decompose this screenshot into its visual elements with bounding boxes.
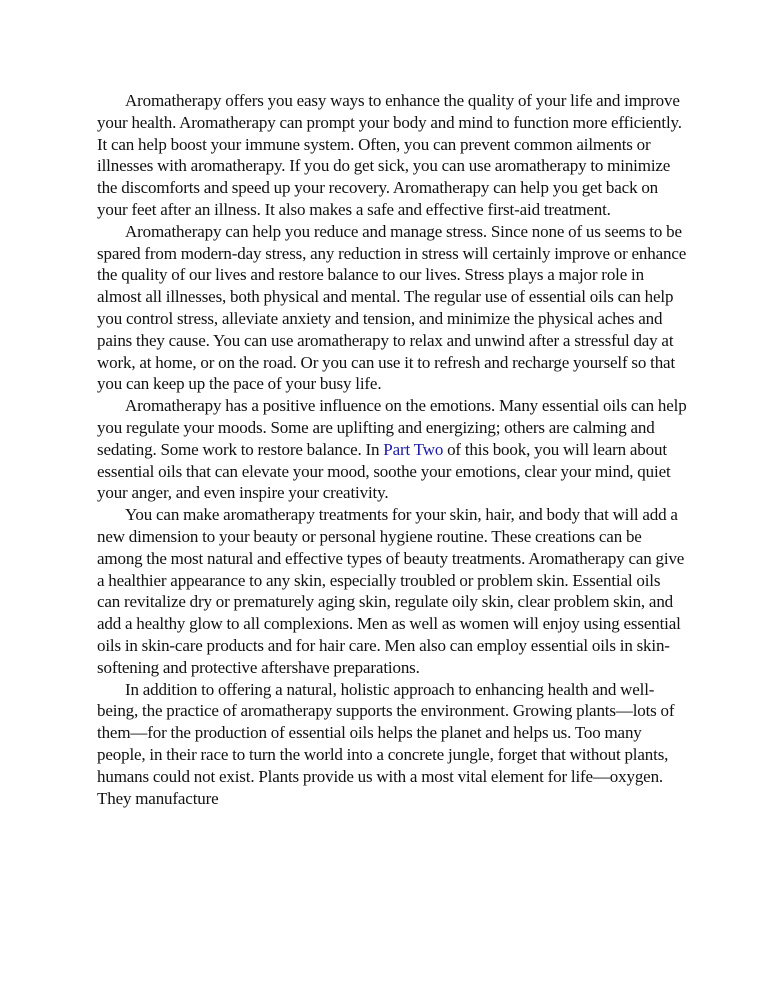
paragraph-5: In addition to offering a natural, holistic approach to enhancing health and well-being, the practice of aromatherapy supports the environment. Growing plants—lots of them—for the production of essential oils helps the planet and helps us. Too many people, in their race to turn the world into a concrete jungle, forget that without plants, humans could not exist. Plants provide us with a most vital element for life—oxygen. They manufacture bbox=[97, 679, 675, 808]
paragraph-1: Aromatherapy offers you easy ways to enhance the quality of your life and improve your health. Aromatherapy can prompt your body and mind to function more efficiently. It can help boost your immune system. Often, you can prevent common ailments or illnesses with aromatherapy. If you do get sick, you can use aromatherapy to minimize the discomforts and speed up your recovery. Aromatherapy can help you get back on your feet after an illness. It also makes a safe and effective first-aid treatment. bbox=[97, 91, 682, 219]
paragraph-2: Aromatherapy can help you reduce and manage stress. Since none of us seems to be spared from modern-day stress, any reduction in stress will certainly improve or enhance the quality of our lives and restore balance to our lives. Stress plays a major role in almost all illnesses, both physical and mental. The regular use of essential oils can help you control stress, alleviate anxiety and tension, and minimize the physical aches and pains they cause. You can use aromatherapy to relax and unwind after a stressful day at work, at home, or on the road. Or you can use it to refresh and recharge yourself so that you can keep up the pace of your busy life. bbox=[97, 221, 687, 394]
paragraph-3 bbox=[97, 395, 687, 504]
part-two-link[interactable]: Part Two bbox=[383, 439, 444, 459]
paragraph-3-after-link: of this book, you will learn about essential oils that can elevate your mood, soothe your emotions, clear your mind, quiet your anger, and even inspire your creativity. bbox=[97, 439, 671, 503]
paragraph-4: You can make aromatherapy treatments for your skin, hair, and body that will add a new dimension to your beauty or personal hygiene routine. These creations can be among the most natural and effective types of beauty treatments. Aromatherapy can give a healthier appearance to any skin, especially troubled or problem skin. Essential oils can revitalize dry or prematurely aging skin, regulate oily skin, clear problem skin, and add a healthy glow to all complexions. Men as well as women will enjoy using essential oils in skin-care products and for hair care. Men also can employ essential oils in skin-softening and protective aftershave preparations. bbox=[97, 505, 685, 677]
paragraph-3-before-link: Aromatherapy has a positive influence on the emotions. Many essential oils can help you regulate your moods. Some are uplifting and energizing; others are calming and sedating. Some work to restore balance. In bbox=[97, 396, 687, 459]
document-body bbox=[97, 90, 687, 809]
